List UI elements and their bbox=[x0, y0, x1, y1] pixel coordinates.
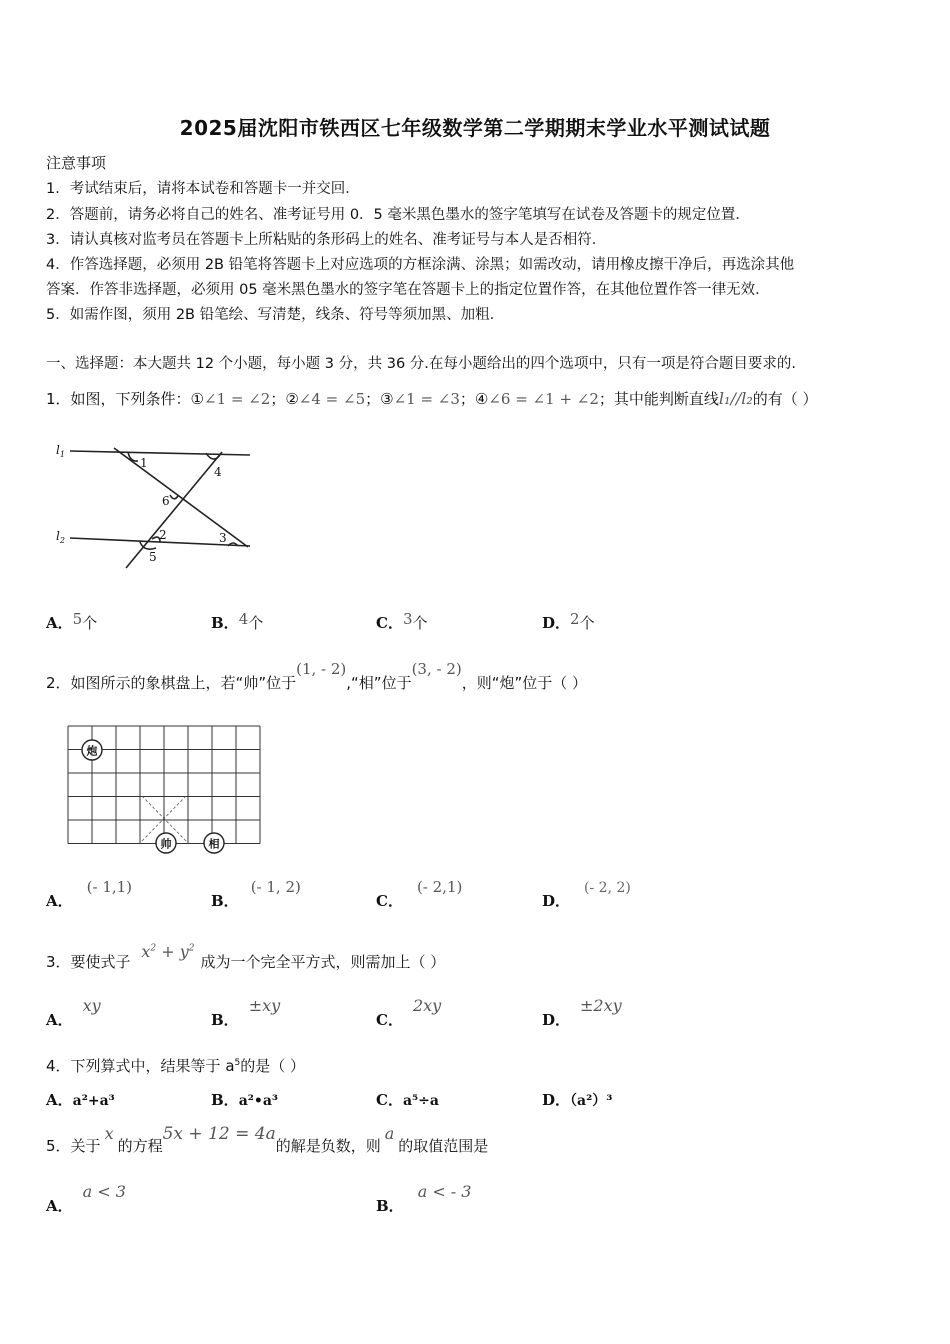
option-c[interactable]: C．3个 bbox=[376, 610, 428, 632]
expression-x2-y2: $x^2 + y^2$ bbox=[141, 942, 195, 961]
piece-shuai bbox=[156, 833, 176, 853]
notice-item: 4．作答选择题，必须用 2B 铅笔将答题卡上对应选项的方框涂满、涂黑；如需改动，请用橡皮擦干净后，再选涂其他 bbox=[46, 257, 795, 273]
section-heading: 一、选择题：本大题共 12 个小题，每小题 3 分，共 36 分.在每小题给出的四个选项中，只有一项是符合题目要求的. bbox=[46, 356, 796, 372]
question-2-stem: 2．如图所示的象棋盘上，若“帅”位于(1, - 2),“相”位于(3, - 2)，则“炮”位于（ ） bbox=[46, 660, 588, 692]
line-l1 bbox=[70, 451, 250, 455]
question-number: 1． bbox=[46, 390, 71, 408]
option-b[interactable]: B．a < - 3 bbox=[376, 1182, 472, 1215]
condition-2: ∠4 = ∠5 bbox=[298, 390, 366, 408]
option-d[interactable]: D．2个 bbox=[542, 610, 595, 632]
angle-label-3: 3 bbox=[219, 531, 227, 545]
option-a[interactable]: A．5个 bbox=[46, 610, 98, 632]
parallel-lines: l₁//l₂ bbox=[718, 389, 753, 408]
variable-x: x bbox=[104, 1124, 114, 1143]
question-4-stem: 4．下列算式中，结果等于 $a^5$的是（ ） bbox=[46, 1057, 306, 1075]
option-d[interactable]: D．（a²）³ bbox=[542, 1091, 613, 1109]
condition-3: ∠1 = ∠3 bbox=[393, 390, 460, 408]
xiang-coord: (3, - 2) bbox=[411, 660, 462, 678]
question-number: 3． bbox=[46, 953, 71, 971]
svg-text:帅: 帅 bbox=[160, 837, 172, 851]
notice-item: 2．答题前，请务必将自己的姓名、准考证号用 0．5 毫米黑色墨水的签字笔填写在试卷及答题卡的规定位置． bbox=[46, 207, 750, 223]
label-l2: $l_2$ bbox=[56, 529, 65, 545]
notice-item: 1．考试结束后，请将本试卷和答题卡一并交回． bbox=[46, 181, 360, 197]
transversal-a bbox=[114, 448, 248, 547]
question-number: 5． bbox=[46, 1137, 71, 1155]
question-5-stem: 5．关于x的方程5x + 12 = 4a的解是负数，则a的取值范围是 bbox=[46, 1124, 489, 1155]
question-3-stem: 3．要使式子 $x^2 + y^2$成为一个完全平方式，则需加上（ ） bbox=[46, 942, 446, 971]
angle-label-6: 6 bbox=[162, 494, 170, 508]
label-l1: $l_1$ bbox=[56, 443, 65, 459]
option-a[interactable]: A．a < 3 bbox=[46, 1182, 126, 1215]
condition-1: ∠1 = ∠2 bbox=[204, 390, 271, 408]
notice-item: 答案．作答非选择题，必须用 05 毫米黑色墨水的签字笔在答题卡上的指定位置作答，在其他位置作答一律无效． bbox=[46, 282, 770, 298]
option-b[interactable]: B．(- 1, 2) bbox=[211, 878, 301, 910]
option-a[interactable]: A．a²+a³ bbox=[46, 1091, 115, 1109]
shuai-coord: (1, - 2) bbox=[296, 660, 347, 678]
option-b[interactable]: B．4个 bbox=[211, 610, 264, 632]
piece-xiang bbox=[204, 833, 224, 853]
condition-4: ∠6 = ∠1 + ∠2 bbox=[488, 390, 599, 408]
notice-heading: 注意事项 bbox=[46, 154, 107, 172]
option-d[interactable]: D．(- 2, 2) bbox=[542, 880, 631, 910]
page-title: 2025届沈阳市铁西区七年级数学第二学期期末学业水平测试试题 bbox=[179, 116, 771, 140]
angle-label-5: 5 bbox=[149, 550, 157, 564]
equation: 5x + 12 = 4a bbox=[162, 1124, 276, 1144]
option-a[interactable]: A．xy bbox=[46, 996, 101, 1029]
svg-text:炮: 炮 bbox=[86, 744, 98, 758]
option-c[interactable]: C．(- 2,1) bbox=[376, 878, 463, 910]
parallel-lines-figure bbox=[48, 430, 268, 575]
question-number: 4． bbox=[46, 1057, 71, 1075]
angle-arc-6 bbox=[170, 495, 178, 499]
piece-pao bbox=[82, 740, 102, 760]
option-c[interactable]: C．a⁵÷a bbox=[376, 1091, 439, 1109]
option-b[interactable]: B．±xy bbox=[211, 996, 281, 1029]
angle-label-1: 1 bbox=[140, 456, 148, 470]
option-a[interactable]: A．(- 1,1) bbox=[46, 878, 133, 910]
variable-a: a bbox=[384, 1124, 395, 1143]
option-d[interactable]: D．±2xy bbox=[542, 996, 622, 1029]
question-number: 2． bbox=[46, 674, 71, 692]
notice-item: 5．如需作图，须用 2B 铅笔绘、写清楚，线条、符号等须加黑、加粗． bbox=[46, 307, 505, 323]
question-1-stem: 1．如图，下列条件：①∠1 = ∠2；②∠4 = ∠5；③∠1 = ∠3；④∠6 = ∠1 + ∠2；其中能判断直线l₁//l₂的有（ ） bbox=[46, 389, 818, 408]
notice-item: 3．请认真核对监考员在答题卡上所粘贴的条形码上的姓名、准考证号与本人是否相符． bbox=[46, 232, 607, 248]
svg-text:相: 相 bbox=[208, 837, 220, 851]
option-b[interactable]: B．a²•a³ bbox=[211, 1091, 279, 1109]
option-c[interactable]: C．2xy bbox=[376, 996, 442, 1029]
angle-label-4: 4 bbox=[214, 465, 222, 479]
chessboard-figure bbox=[64, 724, 264, 854]
angle-label-2: 2 bbox=[159, 528, 167, 542]
